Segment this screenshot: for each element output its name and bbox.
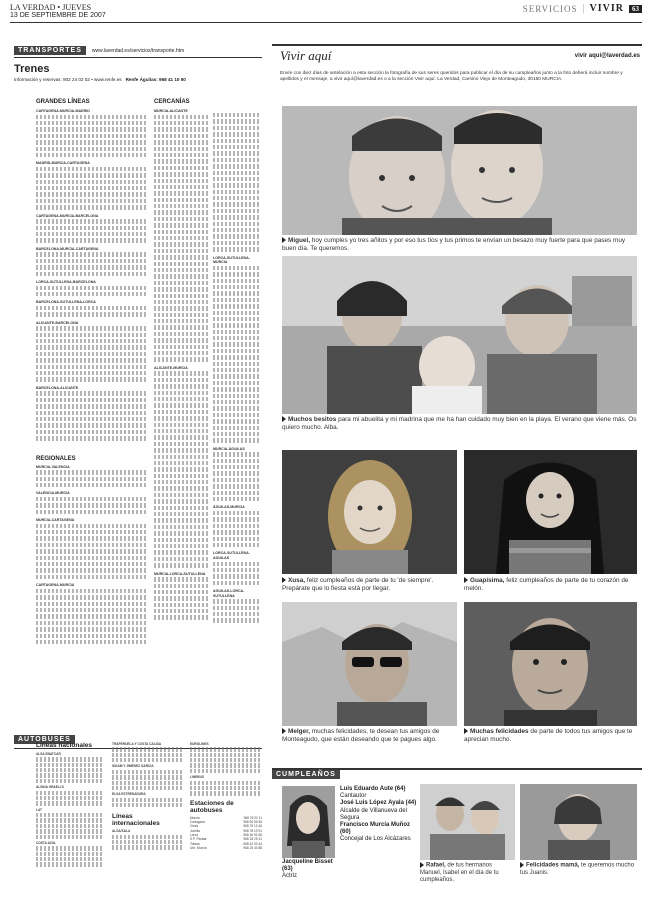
station-phone: 968 42 33 44: [243, 841, 262, 846]
bus-company: ALSA/SALA: [112, 829, 131, 834]
international-lines-heading: Líneas internacionales: [112, 813, 160, 828]
arrow-icon: [282, 728, 286, 734]
caption: Felicidades mamá, te queremos mucho tus Juanis.: [520, 862, 635, 876]
photo-felicidades: [464, 602, 637, 726]
bus-company: ALSINA GRAELLS: [36, 785, 64, 790]
cercanias-table: [154, 99, 210, 621]
arrow-icon: [464, 728, 468, 734]
photo-guapisima: [464, 450, 637, 574]
vivir-email[interactable]: vivir aquí@laverdad.es: [574, 53, 640, 59]
route-heading: ALICANTE-MURCIA: [154, 365, 188, 370]
caption: Rafael, de tus hermanos Manuel, Isabel en el día de tu cumpleaños.: [420, 862, 499, 883]
photo-children: [282, 106, 637, 235]
arrow-icon: [282, 577, 286, 583]
cercanias-heading: CERCANÍAS: [154, 99, 190, 105]
birthday-list: Luis Eduardo Aute (64) Cantautor José Luis López Ayala (44) Alcalde de Villanueva del Segura Francisco Murcia Muñoz (60) Concejal de Los Alcázares: [340, 786, 417, 843]
route-heading: MURCIA-ÁGUILAS: [213, 446, 245, 451]
family-image: [282, 256, 637, 414]
vivir-header-rule: [272, 44, 642, 46]
station-city: Cartagena: [190, 820, 205, 825]
caption: Xusa, feliz cumpleaños de parte de tu 'de siempre'. Prepárate que lo fiesta está por llegar.: [282, 577, 434, 592]
arrow-icon: [420, 862, 424, 868]
photo-family-beach: [282, 256, 637, 414]
photo-bisset: [282, 786, 335, 858]
arrow-icon: [282, 237, 286, 243]
header-rule: [10, 22, 642, 23]
station-row: [190, 846, 262, 850]
route-heading: CARTAGENA-MURCIA-BARCELONA: [36, 213, 99, 218]
station-phone: 968 29 22 11: [243, 815, 262, 820]
route-heading: MURCIA-LORCA-SUTULLENA: [154, 571, 206, 576]
bus-company: ELSA ESTREDADURA: [112, 792, 146, 797]
route-heading: MURCIA-VALENCIA: [36, 464, 70, 469]
transport-url[interactable]: www.laverdad.es/servicios/transporte.htm: [91, 47, 185, 54]
photo-xusa: [282, 450, 457, 574]
station-city: Murcia: [190, 815, 200, 820]
route-heading: BARCELONA-MURCIA-CARTAGENA: [36, 246, 99, 251]
featured-role: Actriz: [282, 873, 297, 879]
featured-name: Jacqueline Bisset: [282, 859, 333, 865]
issue-date: 13 DE SEPTIEMBRE DE 2007: [10, 12, 106, 19]
trains-title: Trenes: [14, 63, 50, 75]
paper-name: LA VERDAD • JUEVES: [10, 3, 92, 12]
bus-company: COSTA AZUL: [36, 840, 57, 845]
route-heading: ALICANTE-BARCELONA: [36, 320, 79, 325]
regionales-heading: REGIONALES: [36, 455, 76, 462]
route-heading: MURCIA-ALICANTE: [154, 109, 188, 113]
station-phone: 968 50 56 56: [243, 820, 262, 825]
bisset-image: [282, 786, 335, 858]
stations-heading: Estaciones de autobuses: [190, 799, 234, 814]
station-city: Lorca: [190, 832, 198, 837]
route-heading: AGUILAS-LORCA-SUTULLENA: [213, 589, 245, 598]
guapisima-image: [464, 450, 637, 574]
station-phone: 968 78 19 91: [243, 828, 262, 833]
bus-bar: AUTOBUSES: [14, 735, 75, 744]
featured-age: (63): [282, 866, 293, 872]
transport-panel: [14, 46, 262, 82]
melger-image: [282, 602, 457, 726]
arrow-icon: [464, 577, 468, 583]
vivir-title: Vivir aquí: [280, 48, 332, 63]
national-lines-heading: Líneas nacionales: [36, 742, 92, 749]
station-city: Totana: [190, 841, 200, 846]
station-phone: 968 46 92 66: [243, 832, 262, 837]
photo-mama: [520, 784, 637, 860]
bus-national-2: [112, 742, 182, 851]
section-label: SERVICIOS: [522, 3, 578, 14]
route-heading: BARCELONA-ALICANTE: [36, 385, 79, 390]
rafael-image: [420, 784, 515, 860]
transport-bar: TRANSPORTES: [14, 46, 86, 55]
xusa-image: [282, 450, 457, 574]
route-heading: ÁGUILAS-MURCIA: [213, 505, 245, 510]
grandes-lineas-heading: GRANDES LÍNEAS: [36, 99, 90, 105]
masthead: [10, 4, 106, 20]
stations-list: [190, 816, 262, 850]
station-phone: 968 76 13 46: [243, 824, 262, 829]
station-city: S.P. Pinatar: [190, 837, 207, 842]
bus-company: EUROLINES: [190, 742, 209, 746]
route-heading: LORCA-SUTULLENA-AGUILAS: [213, 551, 250, 560]
route-heading: MURCIA-CARTAGENA: [36, 518, 75, 523]
route-heading: MADRID-MURCIA-CARTAGENA: [36, 161, 90, 166]
caption: Guapísima, feliz cumpleaños de parte de tu corazón de melón.: [464, 577, 629, 592]
station-phone: 968 18 25 41: [243, 837, 262, 842]
bus-company: LAT: [36, 807, 42, 812]
station-phone: 968 25 44 88: [243, 845, 262, 850]
route-heading: LORCA-SUTULLENA-MURCIA: [213, 255, 250, 265]
photo-melger: [282, 602, 457, 726]
bus-company: SIGAM Y JIMÉNEZ GARCIA: [112, 764, 154, 769]
mama-image: [520, 784, 637, 860]
route-heading: VALENCIA-MURCIA: [36, 491, 70, 496]
arrow-icon: [520, 862, 524, 868]
route-heading: CARTAGENA-MURCIA: [36, 583, 75, 588]
caption: Muchos besitos para mi abuelita y mi madrina que me ha han cuidado muy bien en la playa. El verano que viene más. Os quiero mucho. Alba.: [282, 416, 637, 431]
caption: Muchas felicidades de parte de todos tus amigos que te aprecian mucho.: [464, 728, 633, 743]
page-number: 63: [629, 5, 642, 13]
cumpleanos-bar: CUMPLEAÑOS: [272, 770, 340, 779]
bus-company: TRAPERUELA Y COSTA CALIDA: [112, 742, 162, 746]
section-tag: SERVICIOS | VIVIR 63: [523, 3, 642, 14]
bus-international: [190, 742, 262, 850]
bus-national: [36, 742, 102, 868]
arrow-icon: [282, 416, 286, 422]
station-city: Jumilla: [190, 828, 200, 833]
felicidades-image: [464, 602, 637, 726]
grandes-lineas-table: [36, 99, 148, 645]
cercanias-table-2: [213, 112, 261, 624]
featured-birthday: [282, 859, 337, 880]
children-image: [282, 106, 637, 235]
station-city: Urb. Murcia: [190, 845, 207, 850]
trains-info: Información y reservas: 902 24 02 02 • www.renfe.es: [14, 77, 122, 82]
route-heading: CARTAGENA-MURCIA-MADRID: [36, 109, 90, 113]
station-city: Cieza: [190, 824, 199, 829]
route-heading: BARCELONA-SUTULLENA-LORCA: [36, 300, 96, 305]
vivir-intro: Envíe con diez días de antelación a esta sección la fotografía de sus seres queridos para publicar el día de su cumpleaños junto a la foto deberá incluir nombre y apellidos y el mensaje, a vivir aquí@laverdad.es o a la sección Vivir aquí. La Verdad, Camino Viejo de Monteagudo, 30160 MURCIA.: [280, 71, 623, 82]
bus-company: ALSA ENATCAR: [36, 752, 61, 756]
route-heading: LORCA-SUTULLENA-BARCELONA: [36, 279, 96, 284]
bus-company: LINEBUS: [190, 775, 204, 780]
photo-rafael: [420, 784, 515, 860]
caption: Melger, muchas felicidades, te desean tus amigos de Monteagudo, que están deseando que te pagues algo.: [282, 728, 440, 743]
caption: Miguel, hoy cumples yo tres añitos y por eso tus tíos y tus primos te envían un besazo muy fuerte para que pases muy buen día. Te queremos.: [282, 237, 626, 252]
renfe-aguilas: Renfe Águilas: 968 41 10 50: [125, 77, 186, 82]
section-label-2: VIVIR: [589, 3, 624, 14]
